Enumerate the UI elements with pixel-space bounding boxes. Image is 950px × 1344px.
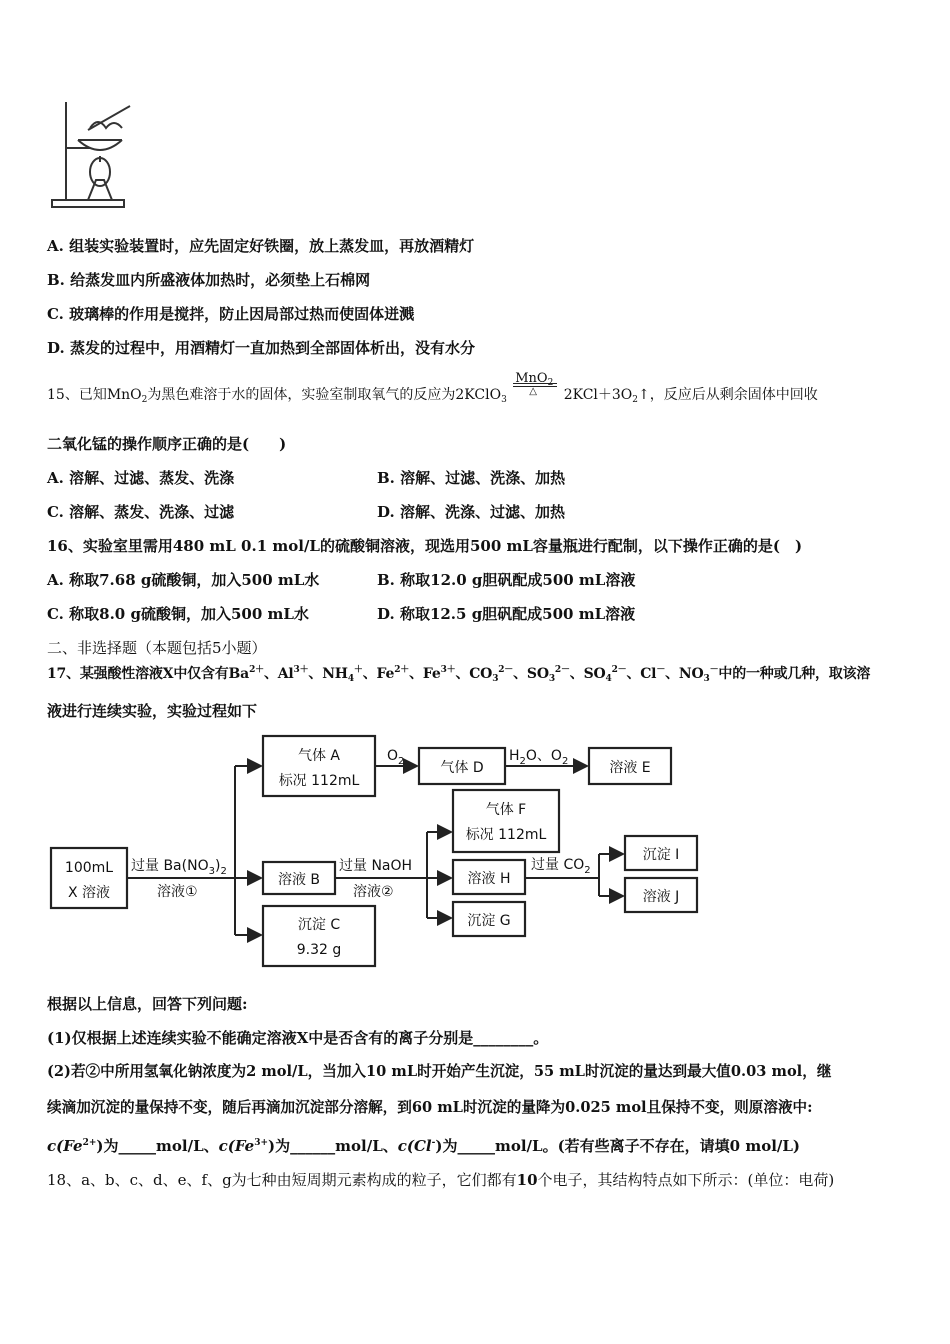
ion-3: 、$Fe^{3+}$ (409, 665, 456, 682)
q16-option-c[interactable]: C. 称取8.0 g硫酸铜，加入500 mL水 (47, 605, 309, 623)
ion-2: 、$Fe^{2+}$ (362, 665, 410, 682)
q15-option-b[interactable]: B. 溶解、过滤、洗涤、加热 (377, 469, 566, 487)
q15-option-d[interactable]: D. 溶解、洗涤、过滤、加热 (377, 503, 565, 521)
ion-1: 、$NH_4^+$ (308, 665, 363, 684)
ion-5: 、$SO_3^{2-}$ (513, 665, 570, 684)
svg-text:沉淀 I: 沉淀 I (642, 847, 680, 863)
svg-text:标况 112mL: 标况 112mL (278, 773, 360, 789)
svg-text:气体 F: 气体 F (485, 802, 527, 818)
q17-stem: 17、某强酸性溶液X中仅含有$Ba^{2+}$、$Al^{3+}$、$NH_4^+$、$Fe^{2+}$、$Fe^{3+}$、$CO_3^{2-}$、$SO_3^{2-}$、$SO_4^{2-}$、Cl－、$NO_3^-$中的一种或几种，取该溶 (47, 665, 871, 684)
label-x-solution: X 溶液 (67, 885, 111, 901)
svg-text:气体 A: 气体 A (297, 748, 341, 764)
catalyst-condition: MnO$_2$ △ (511, 385, 559, 405)
q14-option-c[interactable]: C. 玻璃棒的作用是搅拌，防止因局部过热而使固体迸溅 (47, 305, 415, 323)
label-h2o-o2: $H_2O$、$O_2$ (509, 748, 569, 767)
ion-4: 、$CO_3^{2-}$ (455, 665, 514, 684)
ion-list (264, 666, 718, 682)
q16-option-a[interactable]: A. 称取7.68 g硫酸铜，加入500 mL水 (47, 571, 320, 589)
q15-option-c[interactable]: C. 溶解、蒸发、洗涤、过滤 (47, 503, 235, 521)
q14-option-a[interactable]: A. 组装实验装置时，应先固定好铁圈，放上蒸发皿，再放酒精灯 (47, 237, 475, 255)
experiment-flowchart (47, 730, 707, 975)
q14-option-d[interactable]: D. 蒸发的过程中，用酒精灯一直加热到全部固体析出，没有水分 (47, 339, 475, 357)
q15-stem-line2: 二氧化锰的操作顺序正确的是( ) (47, 435, 287, 453)
q17-part1: (1)仅根据上述连续实验不能确定溶液X中是否含有的离子分别是________。 (47, 1029, 549, 1047)
label-x-volume: 100mL (64, 860, 114, 876)
ion-6: 、$SO_4^{2-}$ (569, 665, 627, 684)
ion-8: 、$NO_3^-$ (665, 665, 719, 684)
q16-stem: 16、实验室里需用480 mL 0.1 mol/L的硫酸铜溶液，现选用500 mL容量瓶进行配制，以下操作正确的是( ) (47, 537, 803, 555)
svg-text:溶液 H: 溶液 H (467, 871, 511, 887)
label-reagent2-b: 溶液② (353, 884, 394, 900)
svg-text:沉淀 G: 沉淀 G (467, 913, 511, 929)
q18-stem: 18、a、b、c、d、e、f、g为七种由短周期元素构成的粒子，它们都有10个电子，其结构特点如下所示：(单位：电荷) (47, 1171, 835, 1189)
q14-option-b[interactable]: B. 给蒸发皿内所盛液体加热时，必须垫上石棉网 (47, 271, 371, 289)
svg-text:溶液 J: 溶液 J (642, 889, 680, 905)
svg-text:溶液 E: 溶液 E (609, 760, 651, 776)
evaporation-apparatus-figure (50, 100, 140, 210)
label-o2: $O_2$ (387, 748, 405, 767)
q17-prompt: 根据以上信息，回答下列问题: (47, 995, 248, 1013)
svg-text:9.32 g: 9.32 g (296, 942, 342, 958)
label-reagent1-b: 溶液① (157, 884, 198, 900)
q16-option-d[interactable]: D. 称取12.5 g胆矾配成500 mL溶液 (377, 605, 636, 623)
q16-option-b[interactable]: B. 称取12.0 g胆矾配成500 mL溶液 (377, 571, 636, 589)
q17-stem-line2: 液进行连续实验，实验过程如下 (47, 702, 258, 720)
svg-text:标况 112mL: 标况 112mL (465, 827, 547, 843)
label-co2: 过量 $CO_2$ (531, 857, 591, 876)
q17-part2-line2: 续滴加沉淀的量保持不变，随后再滴加沉淀部分溶解，到60 mL时沉淀的量降为0.025 mol且保持不变，则原溶液中: (47, 1099, 813, 1116)
section-heading: 二、非选择题（本题包括5小题） (47, 639, 267, 657)
ion-0: 、$Al^{3+}$ (263, 665, 309, 682)
q15-stem: 15、已知MnO$_2$为黑色难溶于水的固体，实验室制取氧气的反应为2KClO$_3$ MnO$_2$ △ $2KCl+3O_2↑$，反应后从剩余固体中回收 (47, 371, 818, 405)
label-reagent2: 过量 NaOH (339, 858, 413, 874)
svg-text:沉淀 C: 沉淀 C (297, 917, 341, 933)
svg-text:气体 D: 气体 D (440, 760, 484, 776)
svg-text:溶液 B: 溶液 B (277, 872, 321, 888)
q17-part2-line1: (2)若②中所用氢氧化钠浓度为2 mol/L，当加入10 mL时开始产生沉淀，55 mL时沉淀的量达到最大值0.03 mol，继 (47, 1063, 832, 1080)
q15-option-a[interactable]: A. 溶解、过滤、蒸发、洗涤 (47, 469, 235, 487)
label-reagent1: 过量 $Ba(NO_3)_2$ (131, 858, 227, 877)
q17-part2-line3: $c(Fe^{2+})$为_____mol/L、$c(Fe^{3+})$为______mol/L、c(Cl-)为_____mol/L。(若有些离子不存在，请填0 mol/L) (47, 1137, 801, 1155)
ion-7: 、Cl－ (626, 665, 666, 682)
